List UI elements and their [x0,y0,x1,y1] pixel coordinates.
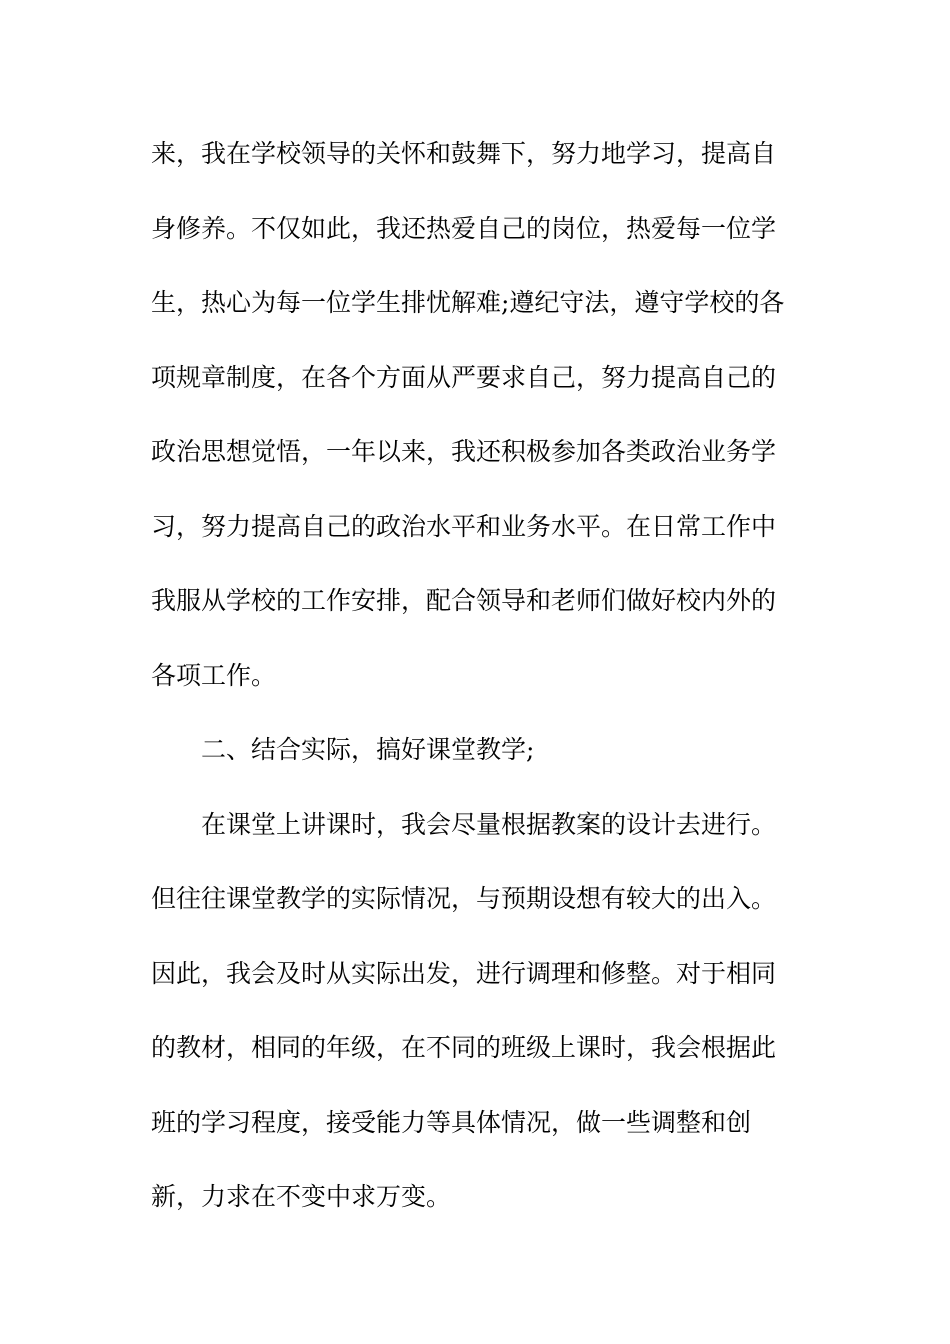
text-line: 的教材，相同的年级，在不同的班级上课时，我会根据此 [151,1033,777,1062]
text-line: 各项工作。 [151,661,277,690]
text-line: 在课堂上讲课时，我会尽量根据教案的设计去进行。 [201,810,777,839]
section-heading: 二、结合实际，搞好课堂教学; [201,735,535,764]
text-line: 生，热心为每一位学生排忧解难;遵纪守法，遵守学校的各 [151,288,785,317]
text-line: 来，我在学校领导的关怀和鼓舞下，努力地学习，提高自 [151,139,777,168]
text-line: 政治思想觉悟，一年以来，我还积极参加各类政治业务学 [151,437,777,466]
text-line: 项规章制度，在各个方面从严要求自己，努力提高自己的 [151,363,777,392]
text-line: 但往往课堂教学的实际情况，与预期设想有较大的出入。 [151,884,777,913]
text-line: 新，力求在不变中求万变。 [151,1182,452,1211]
text-line: 习，努力提高自己的政治水平和业务水平。在日常工作中 [151,512,777,541]
text-line: 因此，我会及时从实际出发，进行调理和修整。对于相同 [151,959,777,988]
text-line: 班的学习程度，接受能力等具体情况，做一些调整和创 [151,1108,752,1137]
text-line: 我服从学校的工作安排，配合领导和老师们做好校内外的 [151,586,777,615]
text-line: 身修养。不仅如此，我还热爱自己的岗位，热爱每一位学 [151,214,777,243]
